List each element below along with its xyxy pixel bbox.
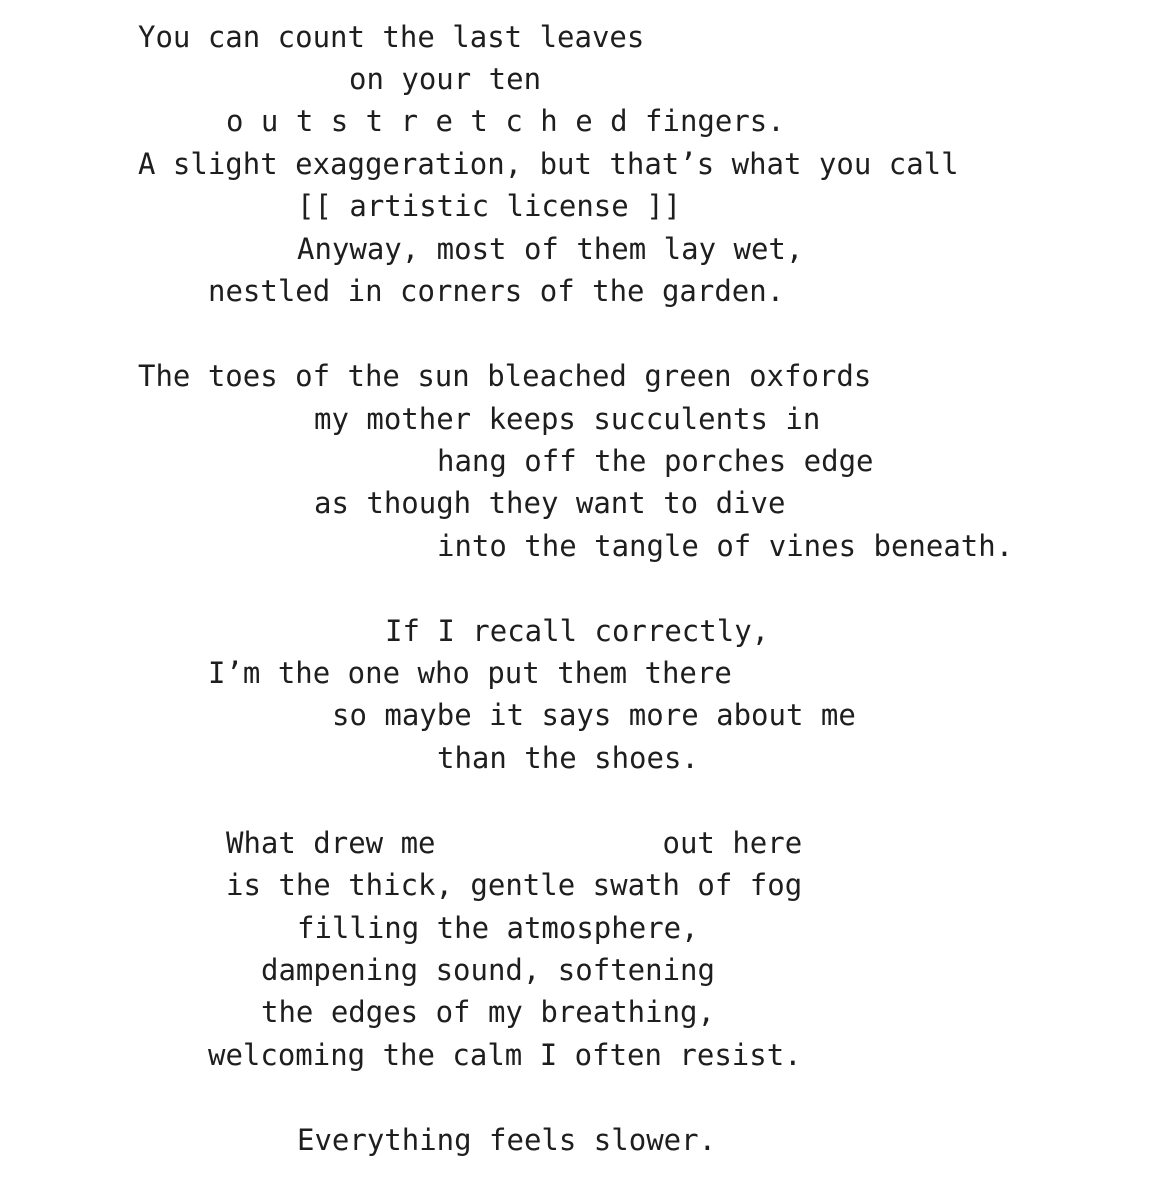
poem-line: o u t s t r e t c h e d fingers. (226, 104, 785, 138)
poem-line: than the shoes. (437, 741, 699, 775)
poem-line: A slight exaggeration, but that’s what you call (138, 147, 959, 181)
poem-line: nestled in corners of the garden. (208, 274, 785, 308)
poem-line: Everything feels slower. (297, 1123, 717, 1157)
poem-line: into the tangle of vines beneath. (437, 529, 1014, 563)
poem-line: welcoming the calm I often resist. (208, 1038, 802, 1072)
poem-line: the edges of my breathing, (261, 995, 715, 1029)
poem-line: hang off the porches edge (437, 444, 874, 478)
poem-line: You can count the last leaves (138, 20, 645, 54)
poem-line: I’m the one who put them there (208, 656, 732, 690)
poem-line: is the thick, gentle swath of fog (226, 868, 803, 902)
poem-line: dampening sound, softening (261, 953, 715, 987)
poem-line: If I recall correctly, (385, 614, 770, 648)
poem-line: The toes of the sun bleached green oxfords (138, 359, 872, 393)
poem-line: my mother keeps succulents in (314, 402, 821, 436)
poem-line: What drew me out here (226, 826, 803, 860)
poem-line: filling the atmosphere, (297, 911, 699, 945)
poem-line: Anyway, most of them lay wet, (297, 232, 804, 266)
poem-line: on your ten (349, 62, 542, 96)
poem-line: as though they want to dive (314, 486, 786, 520)
poem-line: so maybe it says more about me (332, 698, 856, 732)
poem-line: [[ artistic license ]] (297, 189, 682, 223)
